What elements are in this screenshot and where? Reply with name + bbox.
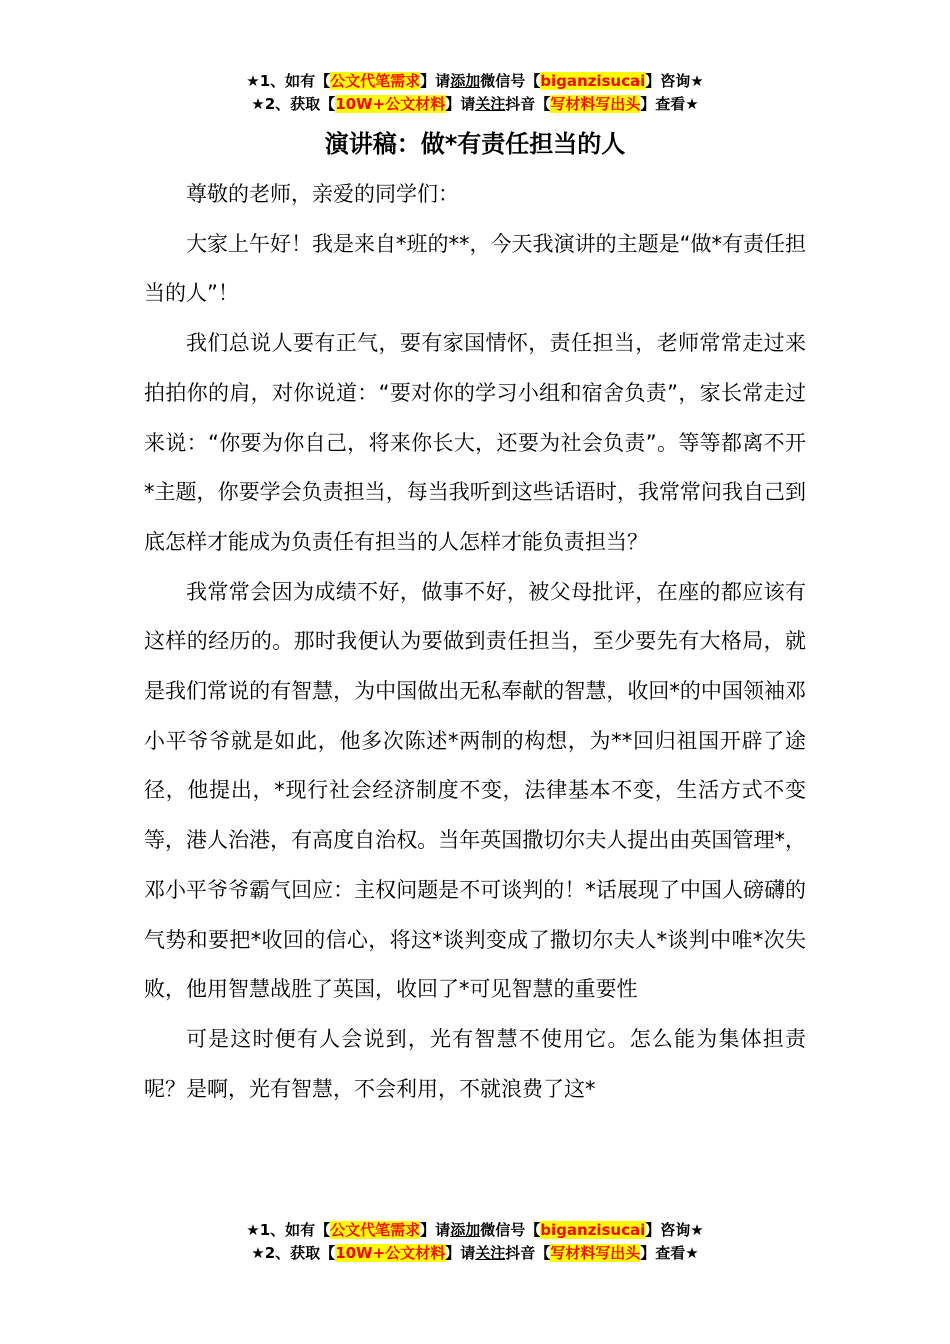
banner-emphasis: 关注: [475, 1244, 506, 1262]
banner-wechat-id: biganzisucai: [540, 1221, 646, 1239]
banner-text: 】咨询★: [645, 1221, 704, 1239]
paragraph-salutation: 尊敬的老师，亲爱的同学们：: [186, 182, 459, 206]
banner-text: 】请: [420, 72, 451, 90]
banner-line-2: [0, 1242, 950, 1265]
banner-text: 】查看★: [640, 95, 699, 113]
banner-text: 微信号【: [480, 72, 541, 90]
banner-text: 】请: [445, 1244, 476, 1262]
banner-text: 】请: [445, 95, 476, 113]
banner-highlight: 10W+公文材料: [335, 1244, 446, 1262]
banner-text: ★2、获取【: [251, 95, 336, 113]
paragraph: 我们总说人要有正气，要有家国情怀，责任担当，老师常常走过来拍拍你的肩，对你说道：“要对你的学习小组和宿舍负责”，家长常走过来说：“你要为你自己，将来你长大，还要为社会负责”。等等都离不开*主题，你要学会负责担当，每当我听到这些话语时，我常常问我自己到底怎样才能成为负责任有担当的人怎样才能负责担当？: [144, 331, 806, 554]
banner-highlight: 10W+公文材料: [335, 95, 446, 113]
banner-emphasis: 关注: [475, 95, 506, 113]
banner-text: 】请: [420, 1221, 451, 1239]
banner-text: 】咨询★: [645, 72, 704, 90]
banner-douyin-id: 写材料写出头: [550, 95, 641, 113]
paragraph: 我常常会因为成绩不好，做事不好，被父母批评，在座的都应该有这样的经历的。那时我便认为要做到责任担当，至少要先有大格局，就是我们常说的有智慧，为中国做出无私奉献的智慧，收回*的中国领袖邓小平爷爷就是如此，他多次陈述*两制的构想，为**回归祖国开辟了途径，他提出，*现行社会经济制度不变，法律基本不变，生活方式不变等，港人治港，有高度自治权。当年英国撒切尔夫人提出由英国管理*，邓小平爷爷霸气回应：主权问题是不可谈判的！*话展现了中国人磅礴的气势和要把*收回的信心，将这*谈判变成了撒切尔夫人*谈判中唯*次失败，他用智慧战胜了英国，收回了*可见智慧的重要性: [144, 579, 806, 1002]
banner-line-1: [0, 1219, 950, 1242]
paragraph: 可是这时便有人会说到，光有智慧不使用它。怎么能为集体担责呢？是啊，光有智慧，不会利用，不就浪费了这*: [144, 1026, 806, 1101]
footer-banner: [0, 1219, 950, 1265]
banner-line-2: [0, 93, 950, 116]
paragraph-greeting: 大家上午好！我是来自*班的**，今天我演讲的主题是“做*有责任担当的人”！: [144, 231, 806, 306]
banner-douyin-id: 写材料写出头: [550, 1244, 641, 1262]
banner-text: ★1、如有【: [246, 72, 331, 90]
banner-text: 微信号【: [480, 1221, 541, 1239]
header-banner: [0, 70, 950, 116]
document-body: [144, 170, 806, 1114]
banner-wechat-id: biganzisucai: [540, 72, 646, 90]
banner-line-1: [0, 70, 950, 93]
banner-text: ★2、获取【: [251, 1244, 336, 1262]
banner-text: 抖音【: [505, 1244, 551, 1262]
document-title: 演讲稿：做*有责任担当的人: [324, 130, 626, 158]
banner-highlight: 公文代笔需求: [330, 72, 421, 90]
banner-highlight: 公文代笔需求: [330, 1221, 421, 1239]
banner-text: 抖音【: [505, 95, 551, 113]
banner-text: 】查看★: [640, 1244, 699, 1262]
banner-emphasis: 添加: [450, 72, 481, 90]
banner-text: ★1、如有【: [246, 1221, 331, 1239]
banner-emphasis: 添加: [450, 1221, 481, 1239]
